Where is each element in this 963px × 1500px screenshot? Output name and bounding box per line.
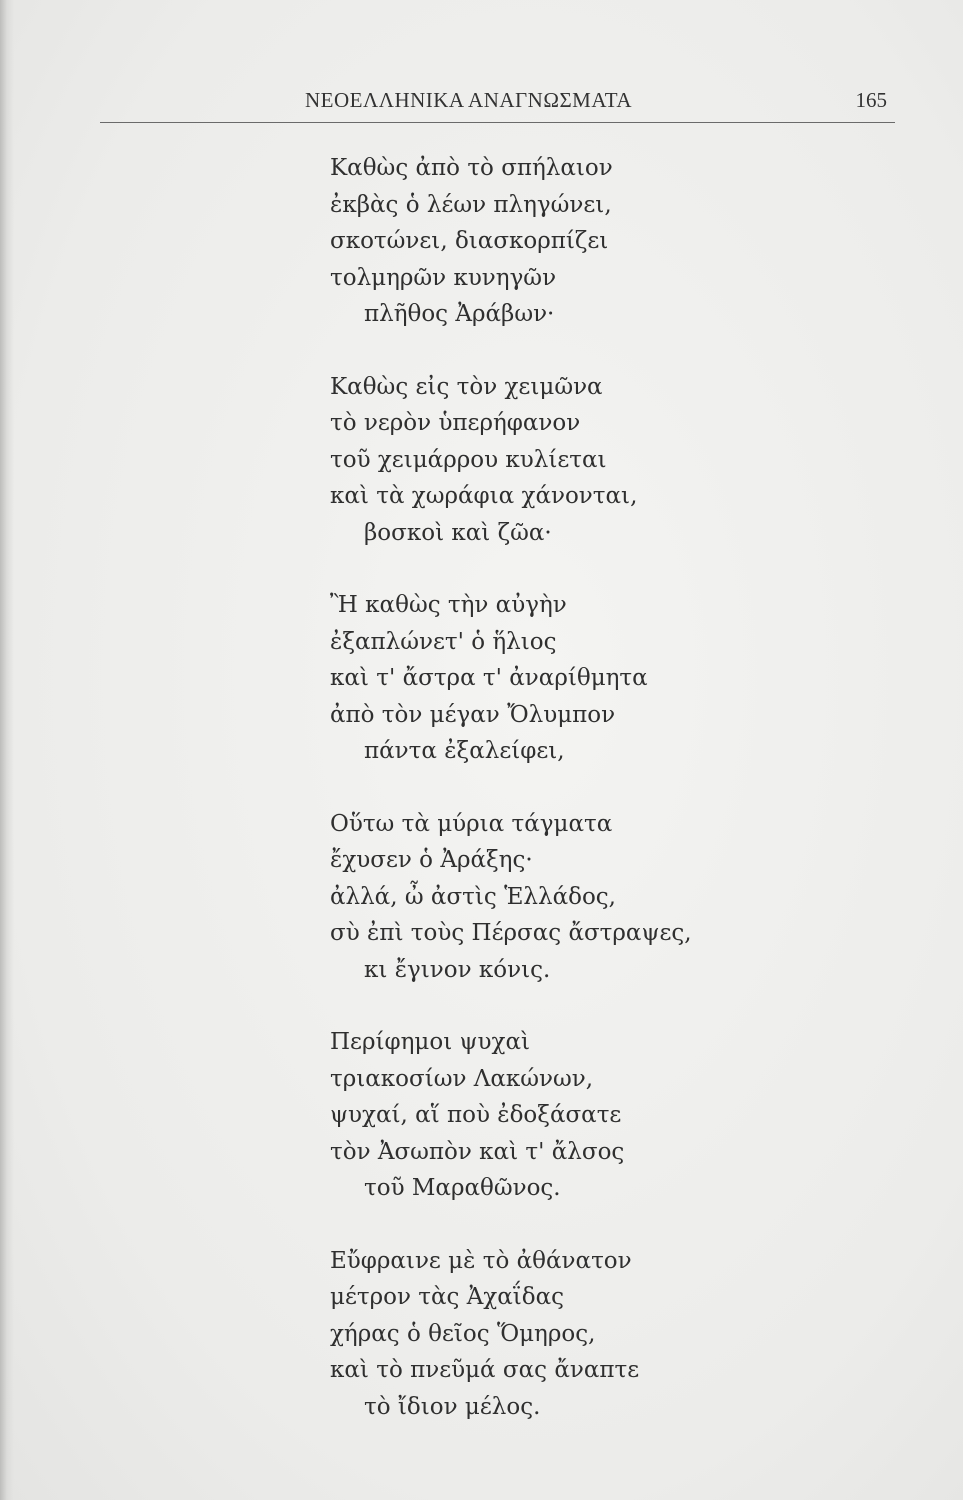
verse-line: τὸν Ἀσωπὸν καὶ τ' ἄλσος [330, 1138, 625, 1165]
verse-line: τοῦ χειμάρρου κυλίεται [330, 446, 607, 473]
verse-line: τὸ νερὸν ὑπερήφανον [330, 410, 581, 436]
running-title: ΝΕΟΕΛΛΗΝΙΚΑ ΑΝΑΓΝΩΣΜΑΤΑ [305, 88, 633, 112]
verse-line-indented: πλῆθος Ἀράβων· [364, 301, 555, 327]
stanza [330, 150, 930, 333]
verse-line-indented: τοῦ Μαραθῶνος. [364, 1175, 561, 1201]
verse-line: καὶ τὰ χωράφια χάνονται, [330, 483, 638, 509]
spine-shadow [0, 0, 14, 1500]
stanza [330, 369, 930, 552]
verse-line: καὶ τ' ἄστρα τ' ἀναρίθμητα [330, 665, 648, 691]
verse-line: Εὔφραινε μὲ τὸ ἀθάνατον [330, 1247, 632, 1274]
verse-line: ἐκβὰς ὁ λέων πληγώνει, [330, 191, 612, 218]
verse-line: ἀπὸ τὸν μέγαν Ὄλυμπον [330, 701, 616, 728]
verse-line-indented: κι ἔγινον κόνις. [364, 956, 551, 983]
verse-line-indented: τὸ ἴδιον μέλος. [364, 1393, 541, 1420]
verse-line: τριακοσίων Λακώνων, [330, 1065, 594, 1092]
header-rule [100, 122, 895, 123]
poem [330, 150, 930, 1461]
stanza [330, 1243, 930, 1426]
verse-line: ἀλλά, ὦ ἀστὶς Ἑλλάδος, [330, 883, 616, 910]
verse-line: Οὕτω τὰ μύρια τάγματα [330, 810, 613, 837]
verse-line: σὺ ἐπὶ τοὺς Πέρσας ἄστραψες, [330, 920, 692, 946]
page-number: 165 [855, 88, 887, 112]
verse-line: τολμηρῶν κυνηγῶν [330, 264, 557, 291]
stanza [330, 806, 930, 989]
verse-line-indented: βοσκοὶ καὶ ζῶα· [364, 519, 552, 546]
verse-line: ἔχυσεν ὁ Ἀράξης· [330, 847, 533, 873]
verse-line: Καθὼς ἀπὸ τὸ σπήλαιον [330, 155, 613, 181]
verse-line: μέτρον τὰς Ἀχαΐδας [330, 1284, 565, 1310]
page-header [305, 88, 895, 118]
verse-line: σκοτώνει, διασκορπίζει [330, 228, 609, 254]
verse-line: ἐξαπλώνετ' ὁ ἥλιος [330, 628, 557, 655]
verse-line: Περίφημοι ψυχαὶ [330, 1029, 531, 1055]
verse-line: ψυχαί, αἵ ποὺ ἐδοξάσατε [330, 1102, 622, 1128]
stanza [330, 587, 930, 770]
stanza [330, 1024, 930, 1207]
verse-line: χήρας ὁ θεῖος Ὅμηρος, [330, 1320, 596, 1347]
verse-line: Καθὼς εἰς τὸν χειμῶνα [330, 373, 603, 400]
verse-line: Ἢ καθὼς τὴν αὐγὴν [330, 592, 567, 618]
verse-line: καὶ τὸ πνεῦμά σας ἄναπτε [330, 1357, 640, 1383]
verse-line-indented: πάντα ἐξαλείφει, [364, 738, 565, 764]
